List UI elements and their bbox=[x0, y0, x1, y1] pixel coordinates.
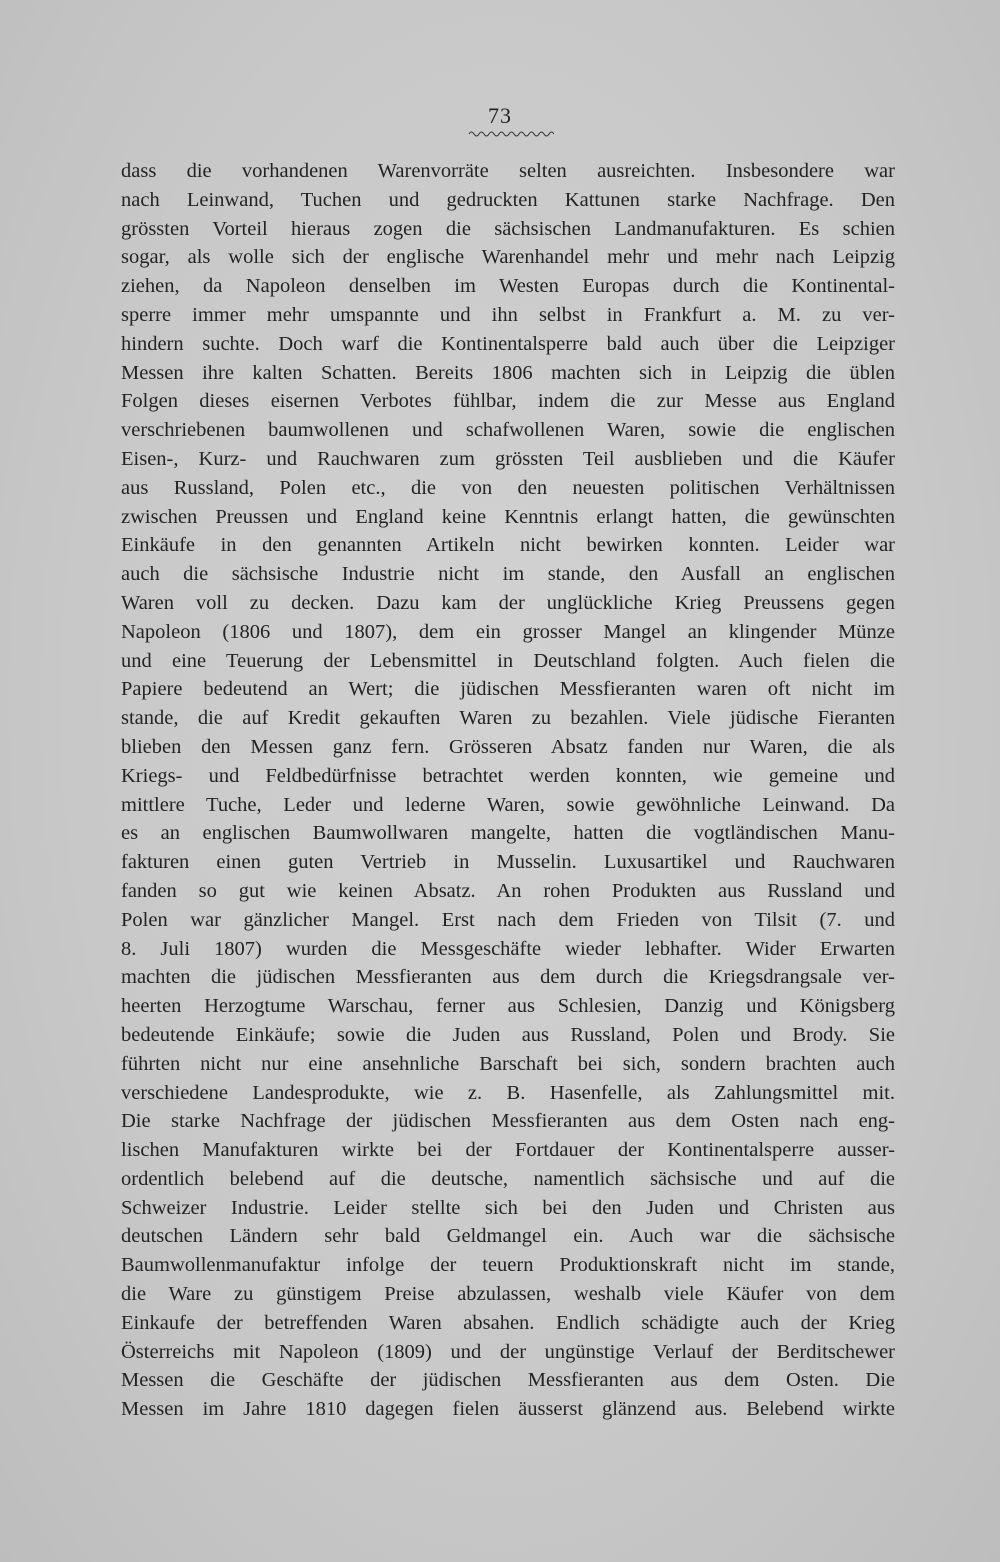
text-line: verschriebenen baumwollenen und schafwollenen Waren, sowie die englischen bbox=[121, 419, 895, 442]
text-line: Messen im Jahre 1810 dagegen fielen äusserst glänzend aus. Belebend wirkte bbox=[121, 1398, 895, 1421]
text-line: sogar, als wolle sich der englische Warenhandel mehr und mehr nach Leipzig bbox=[121, 246, 895, 269]
text-line: Polen war gänzlicher Mangel. Erst nach dem Frieden von Tilsit (7. und bbox=[121, 908, 895, 931]
text-line: Einkaufe der betreffenden Waren absahen. Endlich schädigte auch der Krieg bbox=[121, 1311, 895, 1334]
text-line: Papiere bedeutend an Wert; die jüdischen Messfieranten waren oft nicht im bbox=[121, 678, 895, 701]
text-line: dass die vorhandenen Warenvorräte selten ausreichten. Insbesondere war bbox=[121, 160, 895, 182]
text-line: Messen ihre kalten Schatten. Bereits 1806 machten sich in Leipzig die üblen bbox=[121, 361, 895, 384]
text-line: führten nicht nur eine ansehnliche Barschaft bei sich, sondern brachten auch bbox=[121, 1052, 895, 1075]
text-line: es an englischen Baumwollwaren mangelte, hatten die vogtländischen Manu- bbox=[121, 822, 895, 845]
text-line: Schweizer Industrie. Leider stellte sich bei den Juden und Christen aus bbox=[121, 1196, 895, 1219]
text-line: Folgen dieses eisernen Verbotes fühlbar, indem die zur Messe aus England bbox=[121, 390, 895, 413]
text-line: auch die sächsische Industrie nicht im stande, den Ausfall an englischen bbox=[121, 563, 895, 586]
text-line: ordentlich belebend auf die deutsche, namentlich sächsische und auf die bbox=[121, 1167, 895, 1190]
text-line: ziehen, da Napoleon denselben im Westen Europas durch die Kontinental- bbox=[121, 275, 895, 298]
body-text bbox=[121, 157, 895, 1424]
text-line: Messen die Geschäfte der jüdischen Messfieranten aus dem Osten. Die bbox=[121, 1369, 895, 1392]
text-line: machten die jüdischen Messfieranten aus dem durch die Kriegsdrangsale ver- bbox=[121, 966, 895, 989]
text-line: Einkäufe in den genannten Artikeln nicht bewirken konnten. Leider war bbox=[121, 534, 895, 557]
text-line: nach Leinwand, Tuchen und gedruckten Kattunen starke Nachfrage. Den bbox=[121, 188, 895, 211]
text-line: Kriegs- und Feldbedürfnisse betrachtet werden konnten, wie gemeine und bbox=[121, 764, 895, 787]
text-line: Eisen-, Kurz- und Rauchwaren zum grössten Teil ausblieben und die Käufer bbox=[121, 447, 895, 470]
text-line: grössten Vorteil hieraus zogen die sächsischen Landmanufakturen. Es schien bbox=[121, 217, 895, 240]
text-line: bedeutende Einkäufe; sowie die Juden aus Russland, Polen und Brody. Sie bbox=[121, 1023, 895, 1046]
text-line: Die starke Nachfrage der jüdischen Messfieranten aus dem Osten nach eng- bbox=[121, 1110, 895, 1133]
text-line: stande, die auf Kredit gekauften Waren zu bezahlen. Viele jüdische Fieranten bbox=[121, 707, 895, 730]
text-line: 8. Juli 1807) wurden die Messgeschäfte wieder lebhafter. Wider Erwarten bbox=[121, 937, 895, 960]
wavy-ornament bbox=[468, 128, 554, 138]
text-line: Österreichs mit Napoleon (1809) und der ungünstige Verlauf der Berditschewer bbox=[121, 1340, 895, 1363]
text-line: Baumwollenmanufaktur infolge der teuern Produktionskraft nicht im stande, bbox=[121, 1254, 895, 1277]
text-line: heerten Herzogtume Warschau, ferner aus Schlesien, Danzig und Königsberg bbox=[121, 995, 895, 1018]
text-line: deutschen Ländern sehr bald Geldmangel ein. Auch war die sächsische bbox=[121, 1225, 895, 1248]
text-line: und eine Teuerung der Lebensmittel in Deutschland folgten. Auch fielen die bbox=[121, 649, 895, 672]
text-line: zwischen Preussen und England keine Kenntnis erlangt hatten, die gewünschten bbox=[121, 505, 895, 528]
text-line: fanden so gut wie keinen Absatz. An rohen Produkten aus Russland und bbox=[121, 879, 895, 902]
text-line: hindern suchte. Doch warf die Kontinentalsperre bald auch über die Leipziger bbox=[121, 332, 895, 355]
text-line: verschiedene Landesprodukte, wie z. B. Hasenfelle, als Zahlungsmittel mit. bbox=[121, 1081, 895, 1104]
text-line: Napoleon (1806 und 1807), dem ein grosser Mangel an klingender Münze bbox=[121, 620, 895, 643]
text-line: die Ware zu günstigem Preise abzulassen, weshalb viele Käufer von dem bbox=[121, 1283, 895, 1306]
text-line: Waren voll zu decken. Dazu kam der unglückliche Krieg Preussens gegen bbox=[121, 591, 895, 614]
text-line: mittlere Tuche, Leder und lederne Waren, sowie gewöhnliche Leinwand. Da bbox=[121, 793, 895, 816]
text-line: blieben den Messen ganz fern. Grösseren Absatz fanden nur Waren, die als bbox=[121, 735, 895, 758]
text-line: aus Russland, Polen etc., die von den neuesten politischen Verhältnissen bbox=[121, 476, 895, 499]
text-line: sperre immer mehr umspannte und ihn selbst in Frankfurt a. M. zu ver- bbox=[121, 303, 895, 326]
page-number: 73 bbox=[488, 103, 512, 128]
text-line: fakturen einen guten Vertrieb in Musselin. Luxusartikel und Rauchwaren bbox=[121, 851, 895, 874]
text-line: lischen Manufakturen wirkte bei der Fortdauer der Kontinentalsperre ausser- bbox=[121, 1139, 895, 1162]
